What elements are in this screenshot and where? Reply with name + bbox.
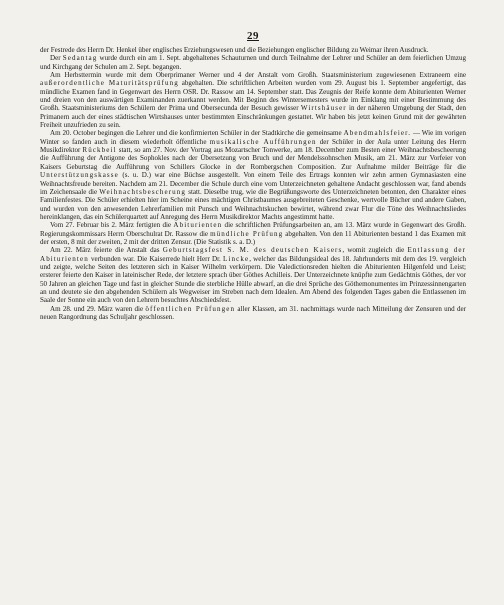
paragraph-text: statt, so am 27. Nov. der Vortrag aus Mozartscher Tonwerke, am 18. December zum Besten einer Weihnachtsbescheerung die Aufführung der Antigone des Sophokles nach der Übersetzung von Bruch und der Mendelssohnschen Musik, am 21. März zur Vorfeier von Kaisers Geburtstag die Aufführung von Schillers Glocke in der Rombergschen Composition. Zur Aufnahme milder Beiträge für die xyxy=(40,146,466,171)
paragraph xyxy=(40,129,466,221)
paragraph-text: Am Herbsttermin wurde mit dem Oberprimaner Werner und 4 der Anstalt vom Großh. Staatsministerium zugewiesenen Extraneern eine xyxy=(50,71,466,80)
paragraph-text: Vom 27. Februar bis 2. März fertigten die xyxy=(50,221,174,230)
paragraph-text: , womit zugleich die xyxy=(342,246,408,255)
paragraph-text: Am 22. März feierte die Anstalt das xyxy=(50,246,163,255)
page-number: 29 xyxy=(247,30,259,42)
paragraph xyxy=(40,46,466,54)
emphasized-text: musikalische Aufführungen xyxy=(209,137,317,146)
paragraph-text: aller Klassen, am 31. nachmittags wurde nach Mitteilung der Zensuren und der neuen Rangordnung das Schuljahr geschlossen. xyxy=(40,304,466,321)
paragraph-text: wurde durch ein am 1. Sept. abgehaltenes Schauturnen und durch Teilnahme der Lehrer und Schüler an dem feierlichen Umzug und Kirchgang der Schulen am 2. Sept. begangen. xyxy=(40,54,466,71)
paragraph-text: in der näheren Umgebung der Stadt, den Primanern auch der eines städtischen Wirtshauses unter bestimmten Einschränkungen gestattet. Wir haben bis jetzt keinen Grund mit der gewährten Freiheit unzufrieden zu sein. xyxy=(40,104,466,130)
paragraph xyxy=(40,221,466,246)
paragraph xyxy=(40,54,466,71)
paragraph xyxy=(40,71,466,129)
paragraph-text: Am 20. October begingen die Lehrer und die konfirmierten Schüler in der Stadtkirche die gemeinsame xyxy=(50,129,344,138)
emphasized-text: mündliche Prüfung xyxy=(210,229,284,238)
emphasized-text: Geburtstagsfest S. M. des deutschen Kaisers xyxy=(162,246,343,255)
emphasized-text: Unterstützungskasse xyxy=(40,171,119,180)
paragraph-text: , welcher das Bildungsideal des 18. Jahrhunderts mit dem des 19. vergleich und zeigte, welche Seiten des letzteren sich in Kaiser Wilhelm verkörpern. Die Valedictionsreden hielten die Abiturienten Hilgenfeld und Leist; ersterer feierte den Kaiser in lateinischer Rede, der letztere sprach über Göthes Achilleis. Der Unterzeichnete knüpfte zum Gedächtnis Göthes, der vor 50 Jahren an gleichen Tage und fast in gleicher Stunde die sterbliche Hülle abwarf, an die drei Sprüche des Göthemonumentes im Prinzessinnengarten an und deutete sie den abgehenden Schülern als Wegweiser im Streben nach dem Idealen. Am Abend des folgenden Tages gaben die Entlassenen im Saale der Sonne ein auch von den Lehrern besuchtes Abschiedsfest. xyxy=(40,254,467,305)
emphasized-text: Rückbeil xyxy=(82,146,117,155)
paragraph-text: der Festrede des Herrn Dr. Henkel über englisches Erziehungswesen und die Beziehungen englischer Bildung zu Weimar ihren Ausdruck. xyxy=(40,46,429,54)
paragraph-text: Am 28. und 29. März waren die xyxy=(50,304,146,313)
emphasized-text: Wirtshäuser xyxy=(300,104,347,113)
paragraph-text: (s. u. D.) war eine Büchse ausgestellt. Von einem Teile des Ertrags konnten wir zehn armen Gymnasiasten eine Weihnachtsfreude bereiten. Nachdem am 21. December die Schule durch eine vom Unterzeichneten gehaltene Andacht geschlossen war, fand abends im Zeichensaale die xyxy=(40,171,466,196)
paragraph-text: verbunden war. Die Kaiserrede hielt Herr Dr. xyxy=(88,254,224,263)
emphasized-text: Abiturienten xyxy=(173,221,223,230)
emphasized-text: Entlassung der Abiturienten xyxy=(40,246,466,263)
emphasized-text: öffentlichen Prüfungen xyxy=(145,304,236,313)
paragraph xyxy=(40,246,466,304)
paragraph xyxy=(40,305,466,322)
paragraph-text: abgehalten. Die schriftlichen Arbeiten wurden vom 29. August bis 1. September angefertigt, das mündliche Examen fand in Gegenwart des Herrn OSR. Dr. Rassow am 14. September statt. Das Zeugnis der Reife konnte dem Abiturienten Werner und dreien von den auswärtigen Examinanden zuerkannt werden. Mit Beginn des Wintersemesters wurde im Einklang mit einer Bestimmung des Großh. Staatsministeriums den Schülern der Prima und Obersecunda der Besuch gewisser xyxy=(40,79,466,113)
paragraph-text: Der xyxy=(50,54,63,63)
paragraph-text: der Schüler in der Aula unter Leitung des Herrn Musikdirektor xyxy=(40,137,466,155)
emphasized-text: Weihnachtsbescherung xyxy=(99,187,187,196)
body-text xyxy=(40,46,466,321)
emphasized-text: außerordentliche Maturitätsprüfung xyxy=(40,79,179,88)
paragraph-text: statt. Dieselbe trug, wie die Begrüßungsworte des Unterzeichneten betonten, den Charakter eines Familienfestes. Die Schüler erhielten hier im Scheine eines mächtigen Christbaumes ausgebreiteten Geschenke, wertvolle Bücher und andere Gaben, und wurden von den anwesenden Lehrerfamilien mit Punsch und Weihnachtskuchen bewirtet, während zwar Flur die Töne des Weihnachtsliedes hereinklangen, das ein Schülerquartett auf Anregung des Herrn Musikdirektor Machts angestimmt hatte. xyxy=(40,187,466,221)
emphasized-text: Lincke xyxy=(223,254,250,263)
emphasized-text: Sedantag xyxy=(62,54,98,63)
paragraph-text: die schriftlichen Prüfungsarbeiten an, am 13. März wurde in Gegenwart des Großh. Regierungskommissars Herrn Oberschulrat Dr. Rassow die xyxy=(40,221,466,238)
paragraph-text: — Wie im vorigen Winter so fanden auch in diesem wiederholt öffentliche xyxy=(40,129,466,146)
paragraph-text: abgehalten. Von den 11 Abiturienten bestand 1 das Examen mit der ersten, 8 mit der zweiten, 2 mit der dritten Zensur. (Die Statistik s. a. D.) xyxy=(40,229,466,246)
emphasized-text: Abendmahlsfeier. xyxy=(343,129,412,138)
